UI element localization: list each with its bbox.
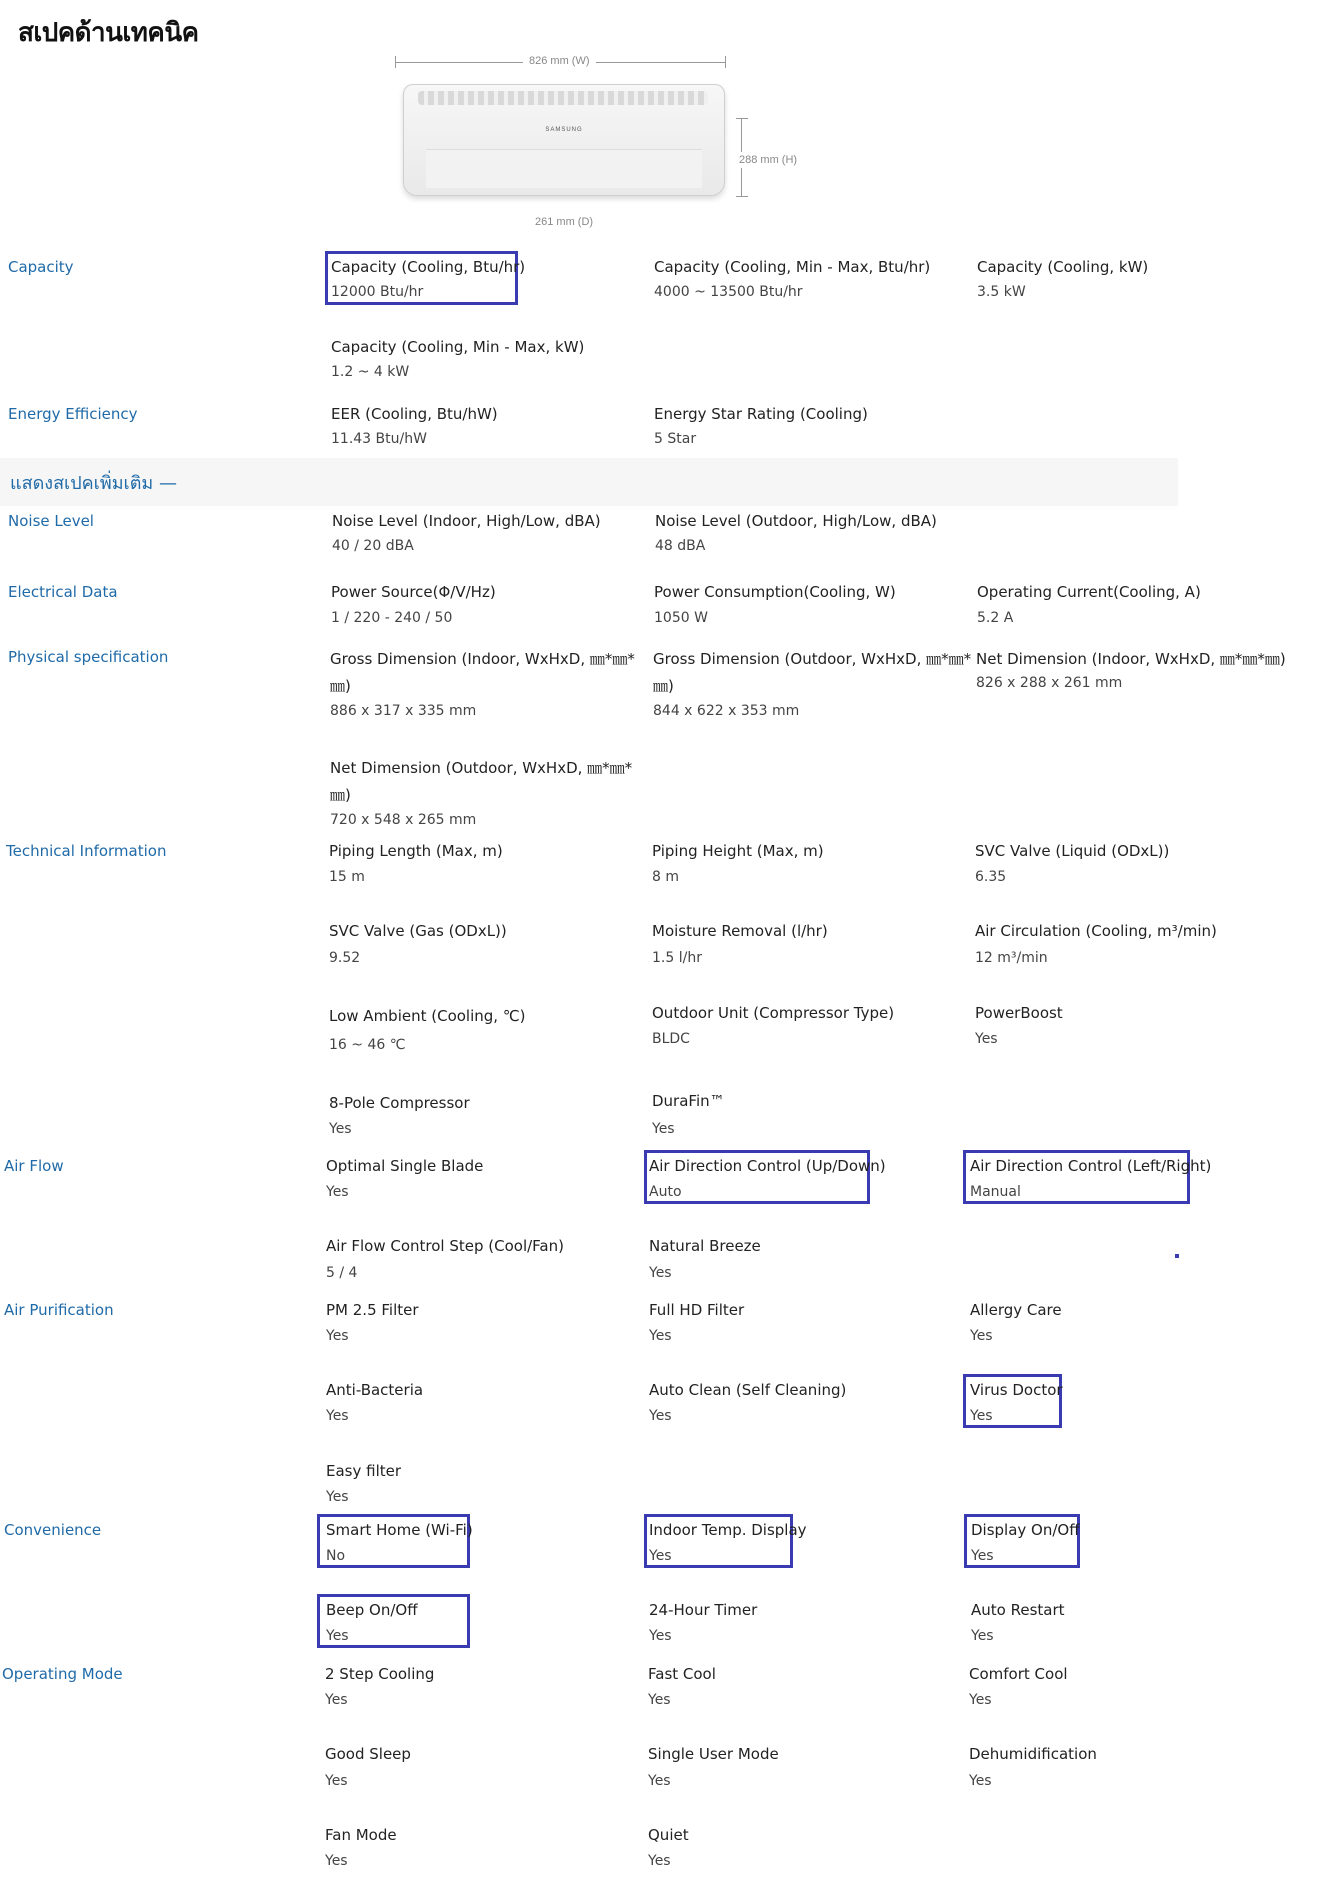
spec-value: Yes xyxy=(648,1773,671,1789)
spec-value: 8 m xyxy=(652,869,679,885)
spec-label: SVC Valve (Gas (ODxL)) xyxy=(329,922,507,940)
spec-value: 5 Star xyxy=(654,431,697,447)
spec-label: PowerBoost xyxy=(975,1004,1063,1022)
air-conditioner-image xyxy=(403,84,725,196)
spec-label: 8-Pole Compressor xyxy=(329,1094,470,1112)
spec-label: Power Consumption(Cooling, W) xyxy=(654,583,896,601)
spec-value: Yes xyxy=(969,1692,992,1708)
spec-label: Power Source(Φ/V/Hz) xyxy=(331,583,496,601)
spec-label: Virus Doctor xyxy=(970,1381,1063,1399)
spec-value: Yes xyxy=(971,1628,994,1644)
spec-value: 9.52 xyxy=(329,950,361,966)
spec-value: 720 x 548 x 265 mm xyxy=(330,812,477,828)
spec-label: Air Direction Control (Left/Right) xyxy=(970,1157,1212,1175)
spec-value: Yes xyxy=(326,1628,349,1644)
spec-label: Good Sleep xyxy=(325,1745,411,1763)
spec-value: Yes xyxy=(326,1328,349,1344)
category-technical-information: Technical Information xyxy=(6,842,167,860)
category-convenience: Convenience xyxy=(4,1521,102,1539)
spec-value: 15 m xyxy=(329,869,365,885)
marker-dot xyxy=(1175,1254,1179,1258)
spec-label: Operating Current(Cooling, A) xyxy=(977,583,1201,601)
spec-value: Yes xyxy=(326,1489,349,1505)
spec-label: Outdoor Unit (Compressor Type) xyxy=(652,1004,895,1022)
depth-dimension: 261 mm (D) xyxy=(535,216,594,228)
spec-label: Noise Level (Indoor, High/Low, dBA) xyxy=(332,512,601,530)
spec-value: Yes xyxy=(325,1692,348,1708)
spec-label: Air Circulation (Cooling, m³/min) xyxy=(975,922,1217,940)
spec-value: 3.5 kW xyxy=(977,284,1026,300)
spec-label: Single User Mode xyxy=(648,1745,779,1763)
spec-value: Yes xyxy=(970,1408,993,1424)
spec-label: Beep On/Off xyxy=(326,1601,418,1619)
spec-label: Air Flow Control Step (Cool/Fan) xyxy=(326,1237,564,1255)
spec-value: Manual xyxy=(970,1184,1021,1200)
spec-value: Yes xyxy=(652,1121,675,1137)
spec-label: Piping Length (Max, m) xyxy=(329,842,503,860)
spec-label: Capacity (Cooling, Min - Max, Btu/hr) xyxy=(654,258,931,276)
spec-label: Easy filter xyxy=(326,1462,402,1480)
spec-label-continued: ㎜) xyxy=(330,786,351,804)
spec-value: No xyxy=(326,1548,346,1564)
spec-value: 5.2 A xyxy=(977,610,1014,626)
spec-label: Net Dimension (Indoor, WxHxD, ㎜*㎜*㎜) xyxy=(976,650,1286,668)
page-title: สเปคด้านเทคนิค xyxy=(18,18,199,48)
category-energy-efficiency: Energy Efficiency xyxy=(8,405,138,423)
spec-label: Fan Mode xyxy=(325,1826,397,1844)
height-dimension: 288 mm (H) xyxy=(739,154,798,166)
spec-label: Allergy Care xyxy=(970,1301,1062,1319)
spec-value: 5 / 4 xyxy=(326,1265,358,1281)
spec-label: Optimal Single Blade xyxy=(326,1157,484,1175)
spec-label: 2 Step Cooling xyxy=(325,1665,435,1683)
spec-label: PM 2.5 Filter xyxy=(326,1301,419,1319)
spec-label: Piping Height (Max, m) xyxy=(652,842,824,860)
spec-label: Gross Dimension (Outdoor, WxHxD, ㎜*㎜* xyxy=(653,650,972,668)
spec-label: Display On/Off xyxy=(971,1521,1080,1539)
spec-label-continued: ㎜) xyxy=(330,677,351,695)
spec-label: Low Ambient (Cooling, ℃) xyxy=(329,1007,526,1025)
spec-value: Yes xyxy=(975,1031,998,1047)
spec-value: Yes xyxy=(970,1328,993,1344)
spec-label: Auto Clean (Self Cleaning) xyxy=(649,1381,847,1399)
category-air-purification: Air Purification xyxy=(4,1301,114,1319)
spec-label: Anti-Bacteria xyxy=(326,1381,424,1399)
spec-label: Auto Restart xyxy=(971,1601,1065,1619)
spec-label: Noise Level (Outdoor, High/Low, dBA) xyxy=(655,512,937,530)
category-electrical-data: Electrical Data xyxy=(8,583,118,601)
spec-value: 6.35 xyxy=(975,869,1007,885)
spec-label: Net Dimension (Outdoor, WxHxD, ㎜*㎜* xyxy=(330,759,633,777)
spec-value: Yes xyxy=(649,1328,672,1344)
spec-label: Full HD Filter xyxy=(649,1301,745,1319)
spec-value: Yes xyxy=(326,1184,349,1200)
category-operating-mode: Operating Mode xyxy=(2,1665,123,1683)
spec-value: 1 / 220 - 240 / 50 xyxy=(331,610,453,626)
spec-value: Yes xyxy=(649,1265,672,1281)
spec-label: SVC Valve (Liquid (ODxL)) xyxy=(975,842,1170,860)
category-noise-level: Noise Level xyxy=(8,512,94,530)
spec-label: Capacity (Cooling, kW) xyxy=(977,258,1149,276)
brand-logo: SAMSUNG xyxy=(545,127,583,133)
spec-label: Indoor Temp. Display xyxy=(649,1521,807,1539)
spec-value: Yes xyxy=(325,1853,348,1869)
spec-value: Yes xyxy=(648,1853,671,1869)
spec-value: Yes xyxy=(329,1121,352,1137)
spec-label: EER (Cooling, Btu/hW) xyxy=(331,405,498,423)
spec-value: 1.2 ~ 4 kW xyxy=(331,364,410,380)
spec-label: Capacity (Cooling, Btu/hr) xyxy=(331,258,526,276)
spec-label: Capacity (Cooling, Min - Max, kW) xyxy=(331,338,585,356)
spec-value: 1.5 l/hr xyxy=(652,950,702,966)
product-figure xyxy=(395,52,835,232)
spec-label: Gross Dimension (Indoor, WxHxD, ㎜*㎜* xyxy=(330,650,635,668)
spec-value: 16 ~ 46 ℃ xyxy=(329,1037,406,1053)
spec-value: 1050 W xyxy=(654,610,708,626)
spec-value: 40 / 20 dBA xyxy=(332,538,414,554)
category-physical-specification: Physical specification xyxy=(8,648,169,666)
spec-label: Smart Home (Wi-Fi) xyxy=(326,1521,473,1539)
spec-label: Moisture Removal (l/hr) xyxy=(652,922,828,940)
category-capacity: Capacity xyxy=(8,258,74,276)
spec-value: Yes xyxy=(326,1408,349,1424)
spec-value: 844 x 622 x 353 mm xyxy=(653,703,800,719)
category-air-flow: Air Flow xyxy=(4,1157,64,1175)
spec-value: 12000 Btu/hr xyxy=(331,284,424,300)
spec-value: 48 dBA xyxy=(655,538,706,554)
show-more-specs-link[interactable]: แสดงสเปคเพิ่มเติม — xyxy=(10,473,177,494)
spec-label: 24-Hour Timer xyxy=(649,1601,758,1619)
spec-value: BLDC xyxy=(652,1031,690,1047)
spec-label: Comfort Cool xyxy=(969,1665,1068,1683)
width-dimension: 826 mm (W) xyxy=(523,55,596,67)
spec-value: Yes xyxy=(325,1773,348,1789)
spec-value: 11.43 Btu/hW xyxy=(331,431,427,447)
spec-label: Energy Star Rating (Cooling) xyxy=(654,405,868,423)
spec-value: Yes xyxy=(969,1773,992,1789)
spec-value: Yes xyxy=(971,1548,994,1564)
spec-label: Fast Cool xyxy=(648,1665,716,1683)
spec-value: 826 x 288 x 261 mm xyxy=(976,675,1123,691)
spec-label: Air Direction Control (Up/Down) xyxy=(649,1157,886,1175)
spec-value: Yes xyxy=(648,1692,671,1708)
spec-label-continued: ㎜) xyxy=(653,677,674,695)
spec-value: 12 m³/min xyxy=(975,950,1048,966)
spec-value: 4000 ~ 13500 Btu/hr xyxy=(654,284,803,300)
spec-value: Yes xyxy=(649,1628,672,1644)
spec-label: Quiet xyxy=(648,1826,689,1844)
spec-value: Yes xyxy=(649,1548,672,1564)
spec-value: Auto xyxy=(649,1184,682,1200)
spec-label: Natural Breeze xyxy=(649,1237,761,1255)
spec-label: DuraFin™ xyxy=(652,1092,725,1110)
spec-label: Dehumidification xyxy=(969,1745,1097,1763)
spec-value: 886 x 317 x 335 mm xyxy=(330,703,477,719)
spec-value: Yes xyxy=(649,1408,672,1424)
